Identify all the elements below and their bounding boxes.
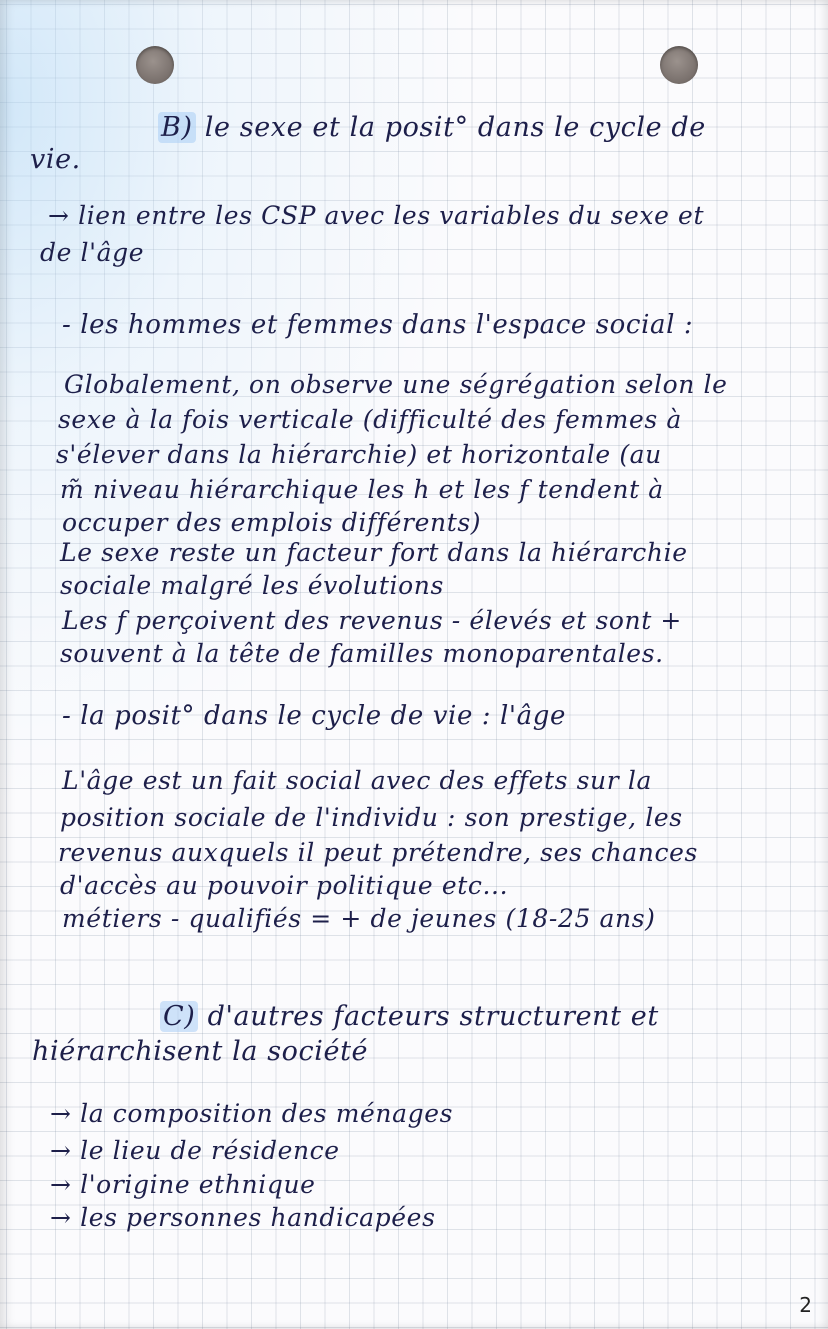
list-item-place-of-residence: → le lieu de résidence — [50, 1136, 340, 1165]
page-number: 2 — [799, 1293, 812, 1317]
paragraph-1-line: sociale malgré les évolutions — [60, 571, 444, 600]
list-item-ethnic-origin: → l'origine ethnique — [50, 1170, 316, 1199]
paragraph-1-line: souvent à la tête de familles monoparentales. — [60, 639, 664, 668]
section-b-heading — [158, 114, 706, 141]
paragraph-1-line: sexe à la fois verticale (difficulté des femmes à — [58, 405, 682, 434]
paragraph-1-line: m̃ niveau hiérarchique les h et les f tendent à — [60, 475, 664, 504]
subheading-men-women: - les hommes et femmes dans l'espace social : — [62, 310, 694, 340]
binder-hole-left — [136, 46, 174, 84]
section-b-title: le sexe et la posit° dans le cycle de — [204, 112, 706, 143]
subheading-life-cycle: - la posit° dans le cycle de vie : l'âge — [62, 701, 567, 731]
section-c-title-continued: hiérarchisent la société — [32, 1036, 369, 1067]
list-item-disabled-people: → les personnes handicapées — [50, 1203, 436, 1232]
paragraph-1-line: Globalement, on observe une ségrégation selon le — [64, 370, 728, 399]
section-b-title-continued: vie. — [30, 144, 81, 175]
paragraph-2-line: revenus auxquels il peut prétendre, ses chances — [58, 838, 698, 867]
intro-line-2: de l'âge — [40, 238, 145, 267]
list-item-household-composition: → la composition des ménages — [50, 1099, 454, 1128]
section-c-title: d'autres facteurs structurent et — [207, 1001, 659, 1032]
paragraph-2-line: position sociale de l'individu : son prestige, les — [60, 803, 683, 832]
paragraph-1-line: occuper des emplois différents) — [62, 508, 482, 537]
section-b-label: B) — [158, 112, 196, 143]
section-c-label: C) — [160, 1001, 198, 1032]
paragraph-2-line: d'accès au pouvoir politique etc... — [60, 871, 509, 900]
paragraph-1-line: Le sexe reste un facteur fort dans la hiérarchie — [60, 538, 688, 567]
intro-line-1: → lien entre les CSP avec les variables du sexe et — [48, 201, 705, 230]
section-c-heading — [160, 1003, 659, 1030]
paragraph-2-line: métiers - qualifiés = + de jeunes (18-25 ans) — [62, 904, 656, 933]
paragraph-1-line: s'élever dans la hiérarchie) et horizontale (au — [56, 440, 662, 469]
binder-hole-right — [660, 46, 698, 84]
paragraph-2-line: L'âge est un fait social avec des effets sur la — [62, 766, 652, 795]
paragraph-1-line: Les f perçoivent des revenus - élevés et sont + — [62, 606, 682, 635]
